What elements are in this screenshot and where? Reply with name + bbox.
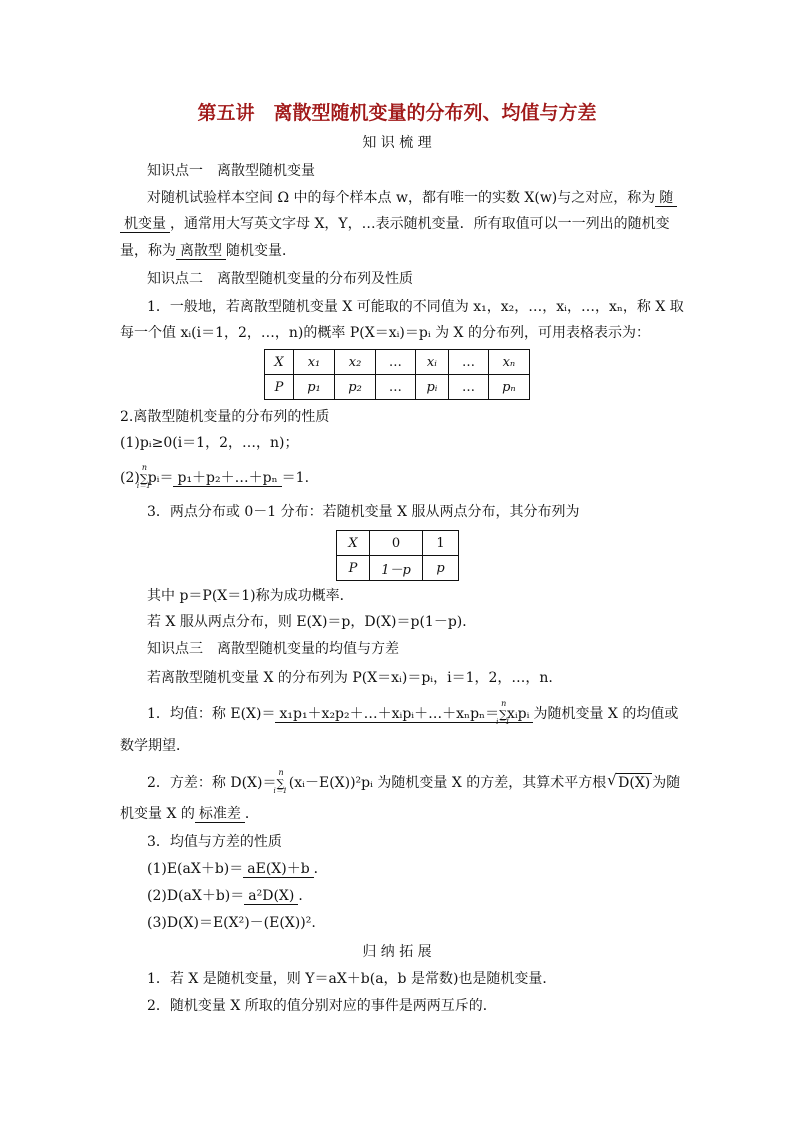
kp2-text-line1: 1．一般地，若离散型随机变量 X 可能取的不同值为 x₁，x₂，…，xᵢ，…，xₙ，称 X 取 (147, 299, 684, 315)
kp2-property-heading: 2.离散型随机变量的分布列的性质 (120, 409, 330, 425)
kp3-variance-line2: 机变量 X 的 标准差 ． (120, 806, 259, 822)
table-row (337, 556, 459, 581)
table-cell: pᵢ (415, 375, 449, 400)
extend-item-2: 2．随机变量 X 所取的值分别对应的事件是两两互斥的． (147, 998, 497, 1014)
page-title: 第五讲 离散型随机变量的分布列、均值与方差 (197, 102, 597, 124)
summation-symbol: n ∑ i＝1 (136, 463, 151, 490)
kp2-text-line2: 每一个值 xᵢ(i＝1，2，…，n)的概率 P(X＝xᵢ)＝pᵢ 为 X 的分布列，可用表格表示为： (120, 325, 650, 341)
table-cell: … (449, 375, 489, 400)
kp3-property-3: (3)D(X)＝E(X²)－(E(X))². (147, 915, 316, 931)
blank-answer: a²D(X) (244, 888, 298, 905)
table-cell: P (337, 556, 370, 581)
table-cell: x₂ (335, 350, 376, 375)
table-cell: X (337, 531, 370, 556)
table-cell: 1－p (370, 556, 423, 581)
section-heading-knowledge: 知 识 梳 理 (362, 135, 432, 151)
table-cell: … (449, 350, 489, 375)
blank-answer: 离散型 (176, 243, 226, 260)
kp3-mean-line2: 数学期望． (120, 738, 190, 754)
blank-answer: aE(X)＋b (243, 861, 313, 878)
kp3-property-1: (1)E(aX＋b)＝ aE(X)＋b ． (147, 861, 328, 877)
kp2-heading: 知识点二 离散型随机变量的分布列及性质 (147, 271, 413, 287)
kp2-two-point-stats: 若 X 服从两点分布，则 E(X)＝p，D(X)＝p(1－p)． (147, 614, 477, 630)
summation-symbol: n ∑ i＝1 (273, 768, 288, 795)
two-point-table (336, 530, 459, 581)
table-cell: … (376, 375, 416, 400)
kp3-variance-line1: 2．方差：称 D(X)＝ n ∑ i＝1 (xᵢ－E(X))²pᵢ 为随机变量 X 的方差，其算术平方根 √ D(X) 为随 (147, 773, 680, 792)
table-row (265, 350, 530, 375)
blank-answer: p₁＋p₂＋…＋pₙ (173, 470, 281, 487)
table-cell: x₁ (293, 350, 334, 375)
blank-answer: 随 (655, 190, 677, 207)
blank-answer: 机变量 (120, 216, 170, 233)
kp3-property-heading: 3．均值与方差的性质 (147, 834, 282, 850)
table-cell: xₙ (488, 350, 529, 375)
table-cell: 1 (423, 531, 459, 556)
table-row (265, 375, 530, 400)
kp2-property-2: (2) n ∑ i＝1 pᵢ＝ p₁＋p₂＋…＋pₙ ＝1. (120, 463, 310, 490)
kp1-text-line3: 量，称为 离散型 随机变量． (120, 243, 296, 259)
kp1-heading: 知识点一 离散型随机变量 (147, 163, 315, 179)
table-cell: p₂ (335, 375, 376, 400)
table-cell: pₙ (488, 375, 529, 400)
extend-item-1: 1．若 X 是随机变量，则 Y＝aX＋b(a，b 是常数)也是随机变量． (147, 971, 557, 987)
kp2-success-prob: 其中 p＝P(X＝1)称为成功概率． (147, 588, 354, 604)
kp2-two-point-intro: 3．两点分布或 0－1 分布：若随机变量 X 服从两点分布，其分布列为 (147, 504, 580, 520)
table-cell: P (265, 375, 294, 400)
kp3-mean-line1: 1．均值：称 E(X)＝ x₁p₁＋x₂p₂＋…＋xᵢpᵢ＋…＋xₙpₙ＝ n ∑ i＝1 xᵢpᵢ 为随机变量 X 的均值或 (147, 699, 679, 726)
table-cell: 0 (370, 531, 423, 556)
table-cell: … (376, 350, 416, 375)
kp3-heading: 知识点三 离散型随机变量的均值与方差 (147, 641, 399, 657)
summation-symbol: n ∑ i＝1 (496, 699, 510, 726)
table-row (337, 531, 459, 556)
table-cell: X (265, 350, 294, 375)
kp3-property-2: (2)D(aX＋b)＝ a²D(X) ． (147, 888, 313, 904)
table-cell: p (423, 556, 459, 581)
kp3-intro: 若离散型随机变量 X 的分布列为 P(X＝xᵢ)＝pᵢ，i＝1，2，…，n. (147, 670, 553, 686)
table-cell: p₁ (293, 375, 334, 400)
kp1-text-line1: 对随机试验样本空间 Ω 中的每个样本点 w，都有唯一的实数 X(w)与之对应，称为 随 (147, 189, 677, 207)
section-heading-extend: 归 纳 拓 展 (362, 944, 432, 960)
blank-answer: 标准差 (195, 806, 245, 823)
kp1-text-line2: 机变量 ，通常用大写英文字母 X，Y，…表示随机变量．所有取值可以一一列出的随机变 (120, 215, 670, 233)
table-cell: xᵢ (415, 350, 449, 375)
distribution-table (264, 349, 530, 400)
square-root: √ D(X) (616, 773, 652, 792)
kp2-property-1: (1)pᵢ≥0(i＝1，2，…，n)； (120, 435, 299, 451)
blank-answer: x₁p₁＋x₂p₂＋…＋xᵢpᵢ＋…＋xₙpₙ＝ n ∑ i＝1 xᵢpᵢ (275, 706, 533, 723)
